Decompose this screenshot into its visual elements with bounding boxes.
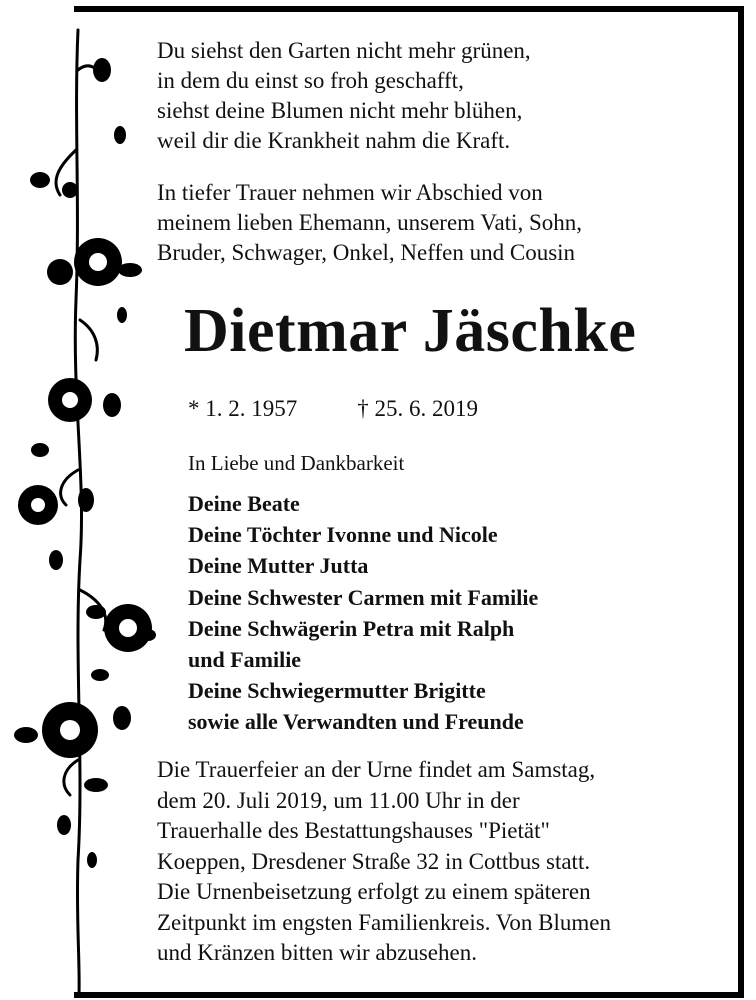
life-dates (188, 396, 478, 422)
intro-line: Bruder, Schwager, Onkel, Neffen und Cousin (157, 240, 576, 265)
mourner-line: Deine Schwester Carmen mit Familie (188, 584, 539, 610)
death-date: † 25. 6. 2019 (357, 396, 478, 421)
mourner-line: Deine Schwiegermutter Brigitte (188, 678, 486, 704)
mourner-line: Deine Schwägerin Petra mit Ralph (188, 615, 515, 641)
mourner-line: und Familie (188, 647, 302, 673)
service-line: Zeitpunkt im engsten Familienkreis. Von Blumen (157, 909, 612, 935)
service-line: Trauerhalle des Bestattungshauses "Pietät" (157, 818, 550, 843)
mourner-line: Deine Beate (188, 491, 300, 516)
farewell-intro (157, 178, 582, 268)
poem-line: Du siehst den Garten nicht mehr grünen, (157, 38, 531, 63)
poem-line: weil dir die Krankheit nahm die Kraft. (157, 128, 511, 153)
mourner-line: sowie alle Verwandten und Freunde (188, 709, 524, 735)
mourner-line: Deine Mutter Jutta (188, 553, 369, 579)
service-line: Die Urnenbeisetzung erfolgt zu einem späteren (157, 879, 591, 904)
mourners-list (188, 488, 538, 738)
service-details (157, 755, 611, 969)
deceased-name: Dietmar Jäschke (184, 297, 637, 365)
birth-date: * 1. 2. 1957 (188, 396, 298, 421)
service-line: Die Trauerfeier an der Urne findet am Samstag, (157, 757, 596, 782)
poem-line: siehst deine Blumen nicht mehr blühen, (157, 98, 523, 123)
floral-vine-decoration (0, 0, 160, 1000)
service-line: dem 20. Juli 2019, um 11.00 Uhr in der (157, 787, 520, 813)
service-line: Koeppen, Dresdener Straße 32 in Cottbus statt. (157, 848, 591, 874)
service-line: und Kränzen bitten wir abzusehen. (157, 940, 477, 965)
gratitude-line: In Liebe und Dankbarkeit (188, 451, 405, 475)
mourner-line: Deine Töchter Ivonne und Nicole (188, 522, 498, 548)
intro-line: meinem lieben Ehemann, unserem Vati, Sohn, (157, 210, 582, 235)
memorial-poem (157, 36, 531, 156)
intro-line: In tiefer Trauer nehmen wir Abschied von (157, 180, 543, 205)
poem-line: in dem du einst so froh geschafft, (157, 68, 464, 93)
